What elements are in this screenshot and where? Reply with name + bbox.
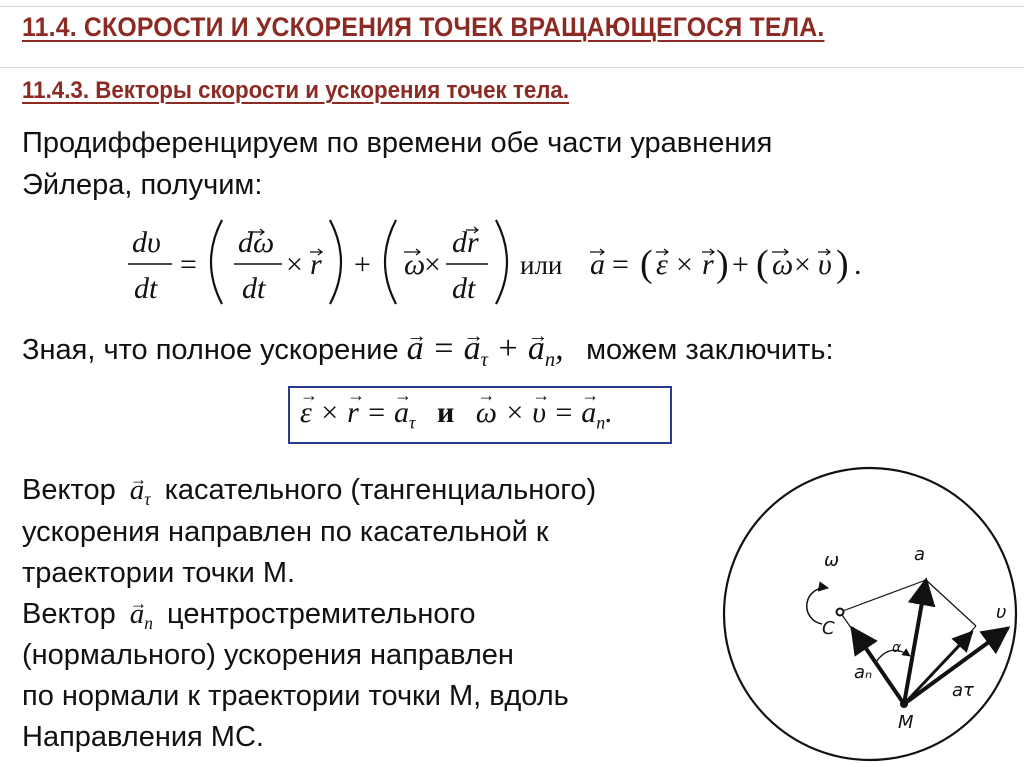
intro-line-1: Продифференцируем по времени обе части уравнения — [22, 127, 773, 159]
cross-sign: × — [286, 248, 303, 281]
construction-line — [840, 580, 926, 612]
title-divider — [0, 67, 1024, 68]
a-label: a — [914, 544, 926, 565]
a-n-vector: → a — [528, 332, 545, 366]
centripetal-line-2: (нормального) ускорения направлен — [22, 639, 514, 671]
r-vector: r — [310, 248, 322, 281]
right-paren: ) — [716, 243, 729, 285]
dv-dt-denominator: dt — [134, 272, 158, 305]
intro-line-2: Эйлера, получим: — [22, 169, 263, 201]
left-paren — [385, 220, 396, 304]
a-n-label: aₙ — [854, 662, 873, 683]
plus-sign: + — [732, 248, 749, 281]
full-acceleration-formula: → a = → $a_\tau$ + → $a_n$, — [407, 330, 572, 367]
page-title: 11.4. СКОРОСТИ И УСКОРЕНИЯ ТОЧЕК ВРАЩАЮЩЕГОСЯ ТЕЛА. — [22, 12, 825, 42]
v-vector: → υ — [532, 396, 546, 430]
centripetal-text-1: центростремительного — [167, 598, 476, 630]
dr-dt-denominator: dt — [452, 272, 476, 305]
r-vector: → r — [347, 396, 359, 430]
v-vector: υ — [818, 248, 832, 281]
a-tau-label: aτ — [952, 680, 974, 701]
omega-vector: → ω — [476, 396, 497, 430]
a-n-symbol: → $a_n$ — [130, 598, 153, 630]
a-n-vector: → a — [581, 396, 596, 430]
a-tau-symbol: → $a_\tau$ — [130, 474, 151, 506]
right-paren: ) — [836, 243, 849, 285]
epsilon-vector: ε — [656, 248, 668, 281]
center-point — [837, 609, 844, 616]
page-subtitle: 11.4.3. Векторы скорости и ускорения точек тела. — [22, 77, 570, 104]
cross-sign: × — [794, 248, 811, 281]
construction-line — [926, 580, 976, 626]
centripetal-line-1 — [22, 597, 476, 640]
plus-sign: + — [354, 248, 371, 281]
top-divider — [0, 6, 1024, 7]
vector-word: Вектор — [22, 598, 116, 630]
period: . — [854, 248, 862, 281]
result-formula: → ε × → r = → $a_\tau$ и → ω × → υ = → $a_n$. — [300, 396, 613, 433]
epsilon-vector: → ε — [300, 396, 312, 430]
point-label: M — [898, 712, 914, 733]
equals-sign: = — [612, 248, 629, 281]
tangential-line-2: ускорения направлен по касательной к — [22, 516, 549, 548]
domega-dt-numerator: dω — [238, 226, 275, 259]
a-vector: → a — [407, 332, 424, 366]
left-paren — [211, 220, 222, 304]
rotation-diagram — [694, 466, 1024, 766]
vector-word: Вектор — [22, 474, 116, 506]
tangential-line-3: траектории точки М. — [22, 557, 296, 589]
centripetal-line-3: по нормали к траектории точки М, вдоль — [22, 680, 569, 712]
omega-label: ω — [824, 550, 840, 571]
a-tau-vector: → a — [464, 332, 481, 366]
point-m — [901, 701, 907, 707]
cross-sign: × — [676, 248, 693, 281]
omega-vector: ω — [404, 248, 426, 281]
trajectory-circle — [724, 468, 1016, 760]
equals-sign: = — [180, 248, 197, 281]
centripetal-line-4: Направления МС. — [22, 721, 264, 753]
tangential-text-1: касательного (тангенциального) — [164, 474, 597, 506]
cross-sign: × — [424, 248, 441, 281]
r-vector: r — [702, 248, 714, 281]
a-tau-vector: → a — [394, 396, 409, 430]
tangential-line-1 — [22, 473, 596, 516]
left-paren: ( — [640, 243, 653, 285]
omega-vector: ω — [772, 248, 794, 281]
alpha-label: α — [892, 640, 902, 656]
v-label: υ — [996, 602, 1007, 623]
right-paren — [496, 220, 507, 304]
conclude-text: можем заключить: — [586, 334, 834, 366]
dr-dt-numerator: dr — [452, 226, 479, 259]
word-or: или — [520, 250, 563, 280]
center-label: C — [822, 618, 835, 639]
left-paren: ( — [756, 243, 769, 285]
a-vector: a — [590, 248, 605, 281]
derivative-formula — [120, 212, 900, 312]
right-paren — [330, 220, 341, 304]
domega-dt-denominator: dt — [242, 272, 266, 305]
knowing-text: Зная, что полное ускорение — [22, 334, 399, 366]
dv-dt-numerator: dυ — [132, 226, 161, 259]
knowing-line — [22, 332, 834, 377]
word-and: и — [436, 396, 455, 429]
